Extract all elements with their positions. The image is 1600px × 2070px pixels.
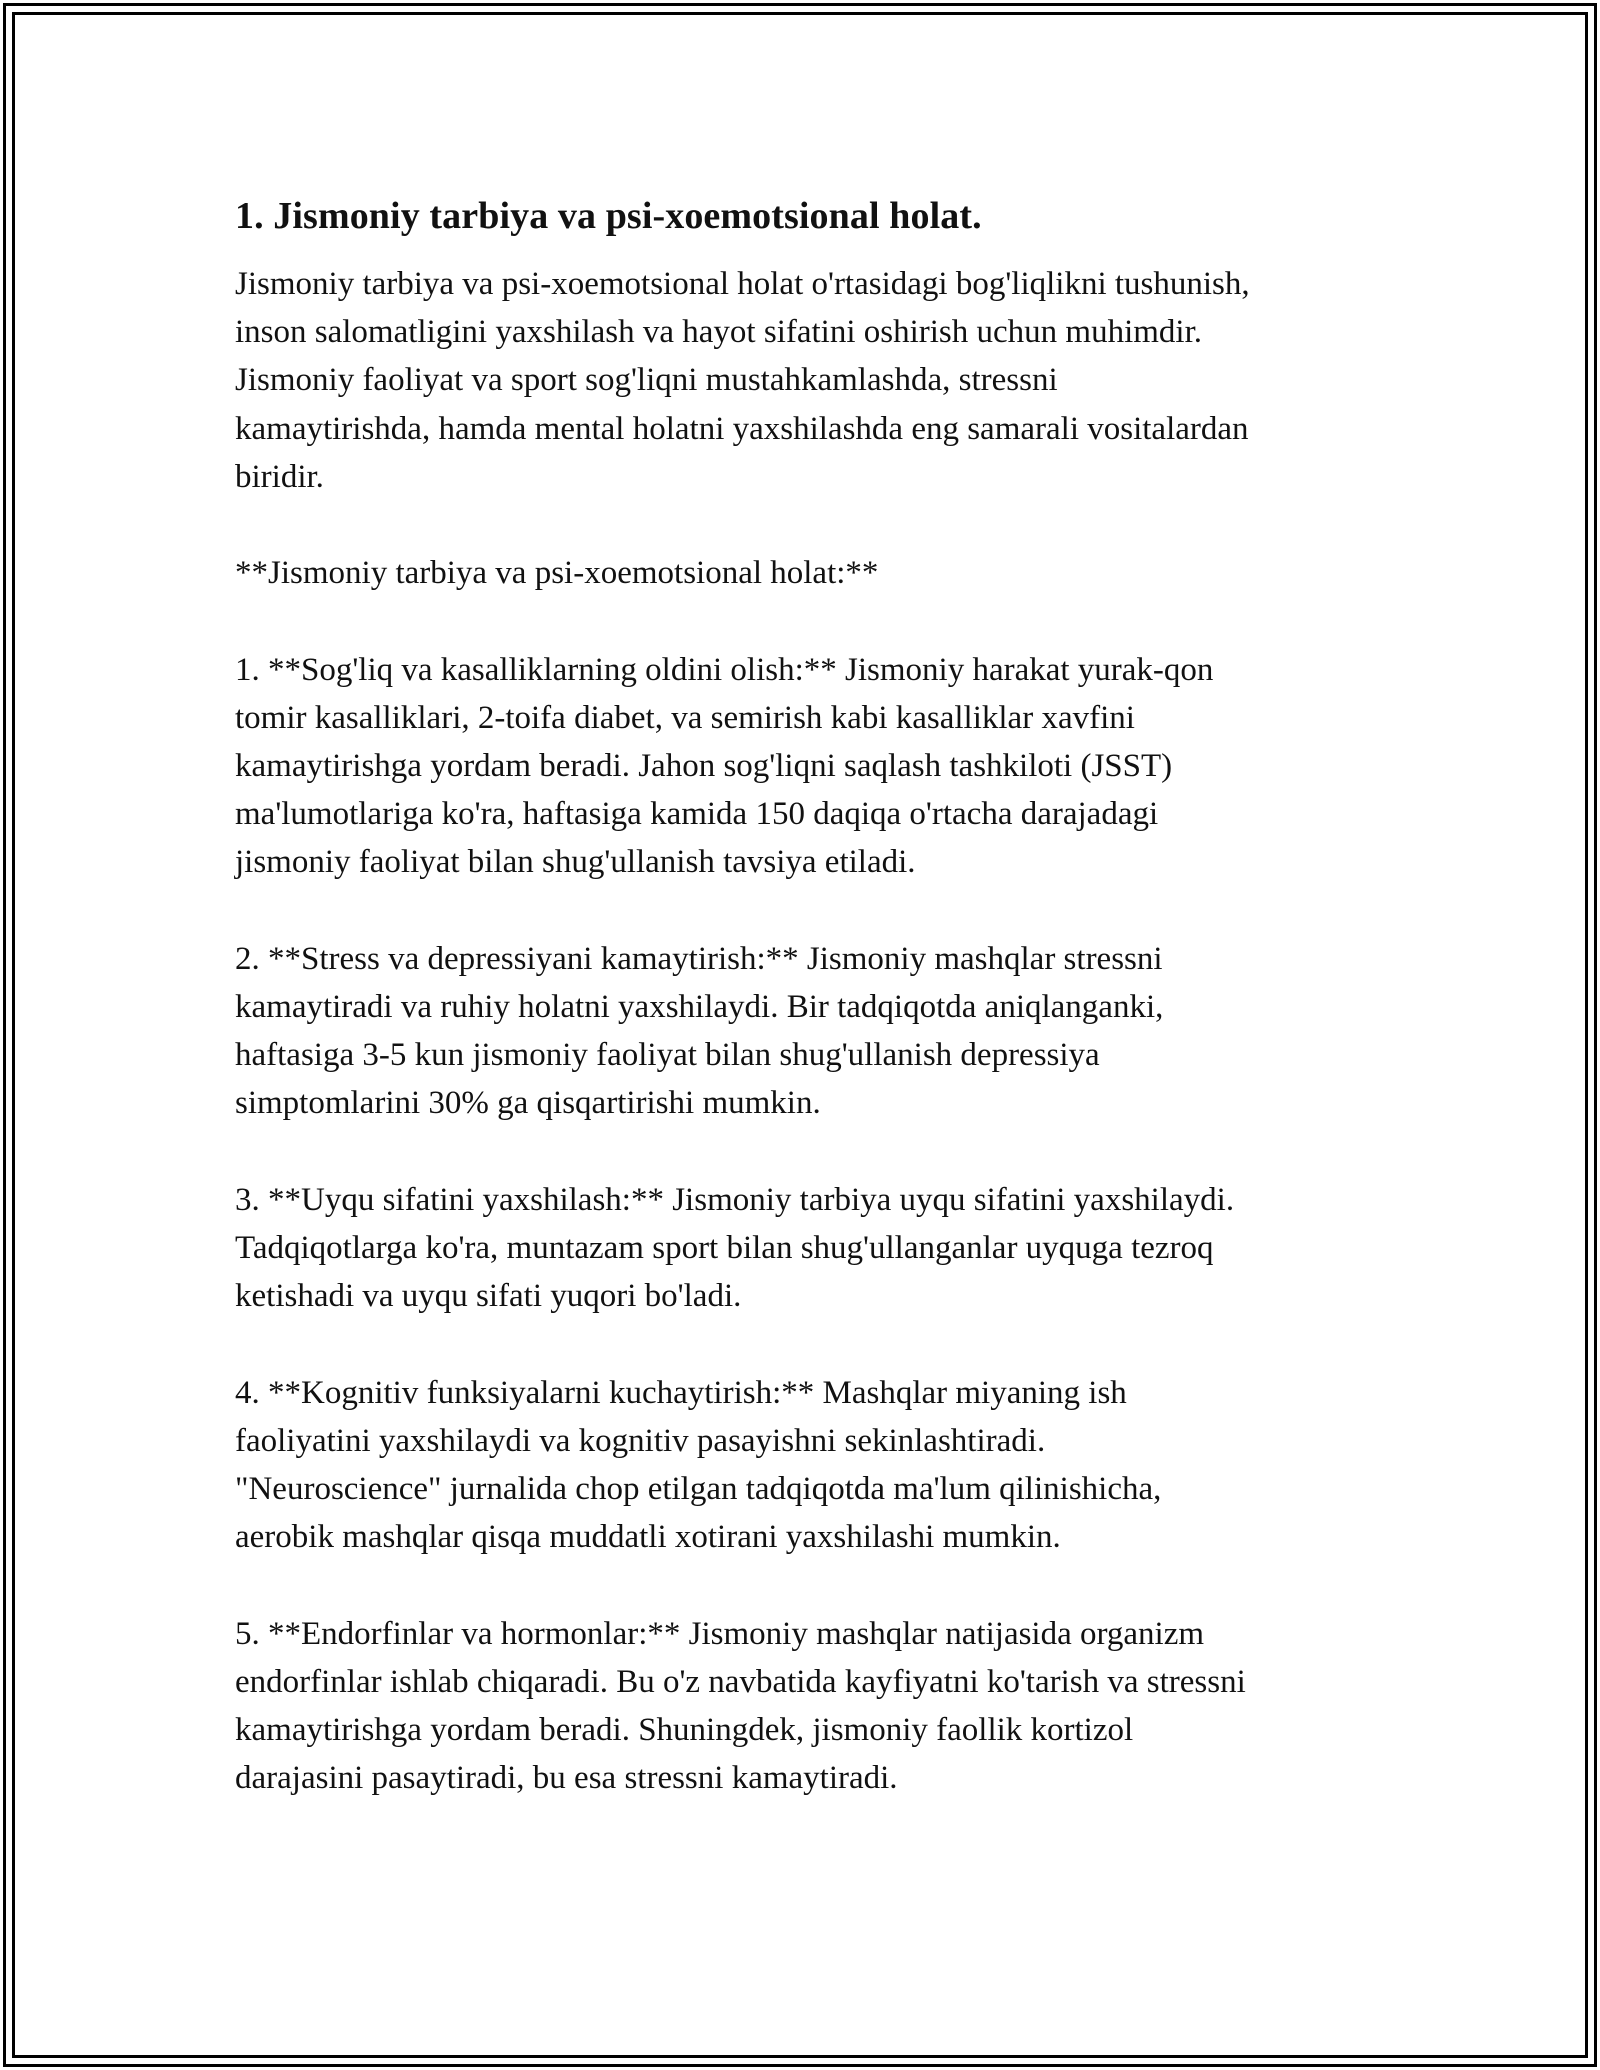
intro-paragraph: Jismoniy tarbiya va psi-xoemotsional holat o'rtasidagi bog'liqlikni tushunish, inson salomatligini yaxshilash va hayot sifatini oshirish uchun muhimdir. Jismoniy faoliyat va sport sog'liqni mustahkamlashda, stressni kamaytirishda, hamda mental holatni yaxshilashda eng samarali vositalardan biridir. — [235, 266, 1250, 495]
section-subheading: **Jismoniy tarbiya va psi-xoemotsional holat:** — [235, 555, 879, 592]
list-item-endorphins: 5. **Endorfinlar va hormonlar:** Jismoniy mashqlar natijasida organizm endorfinlar ishlab chiqaradi. Bu o'z navbatida kayfiyatni ko'tarish va stressni kamaytirishga yordam beradi. Shuningdek, jismoniy faollik kortizol darajasini pasaytiradi, bu esa stressni kamaytiradi. — [235, 1615, 1246, 1797]
document-body — [235, 186, 1395, 1802]
document-title: 1. Jismoniy tarbiya va psi-xoemotsional holat. — [235, 195, 982, 237]
list-item-sleep: 3. **Uyqu sifatini yaxshilash:** Jismoniy tarbiya uyqu sifatini yaxshilaydi. Tadqiqotlarga ko'ra, muntazam sport bilan shug'ullanganlar uyquga tezroq ketishadi va uyqu sifati yuqori bo'ladi. — [235, 1181, 1235, 1315]
list-item-stress: 2. **Stress va depressiyani kamaytirish:** Jismoniy mashqlar stressni kamaytiradi va ruhiy holatni yaxshilaydi. Bir tadqiqotda aniqlanganki, haftasiga 3-5 kun jismoniy faoliyat bilan shug'ullanish depressiya simptomlarini 30% ga qisqartirishi mumkin. — [235, 940, 1164, 1122]
list-item-cognitive: 4. **Kognitiv funksiyalarni kuchaytirish:** Mashqlar miyaning ish faoliyatini yaxshilaydi va kognitiv pasayishni sekinlashtiradi. "Neuroscience" jurnalida chop etilgan tadqiqotda ma'lum qilinishicha, aerobik mashqlar qisqa muddatli xotirani yaxshilashi mumkin. — [235, 1374, 1162, 1556]
list-item-health: 1. **Sog'liq va kasalliklarning oldini olish:** Jismoniy harakat yurak-qon tomir kasalliklari, 2-toifa diabet, va semirish kabi kasalliklar xavfini kamaytirishga yordam beradi. Jahon sog'liqni saqlash tashkiloti (JSST) ma'lumotlariga ko'ra, haftasiga kamida 150 daqiqa o'rtacha darajadagi jismoniy faoliyat bilan shug'ullanish tavsiya etiladi. — [235, 651, 1214, 881]
